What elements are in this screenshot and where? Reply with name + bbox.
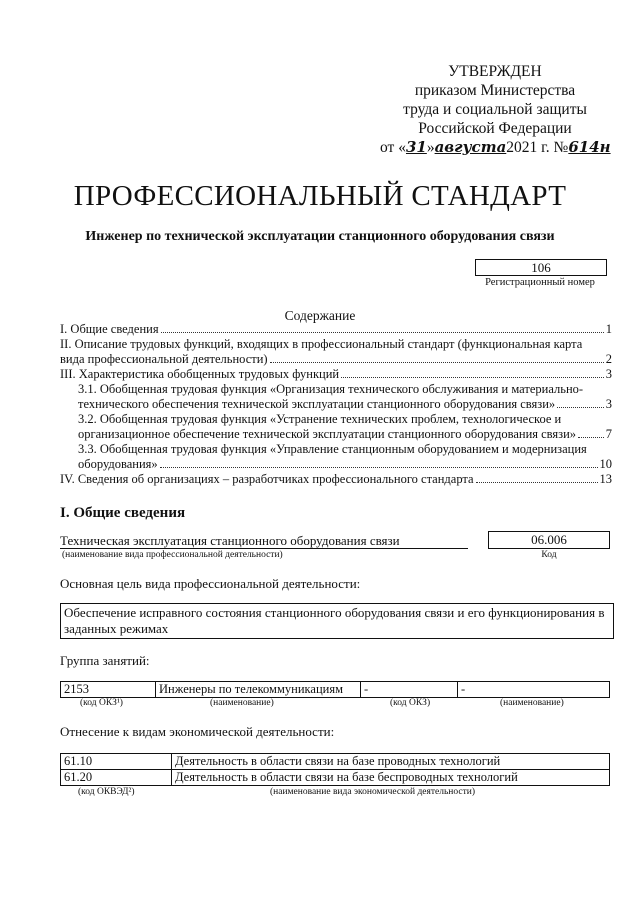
caption-okz-code: (код ОКЗ¹): [80, 698, 123, 708]
goal-box: Обеспечение исправного состояния станционного оборудования связи и его функционирования в заданных режимах: [60, 603, 614, 639]
okved-code-cell: 61.10: [61, 754, 172, 770]
okz-name-cell: Инженеры по телекоммуникациям: [156, 682, 361, 698]
toc-item[interactable]: 3.2. Обобщенная трудовая функция «Устранение технических проблем, технологическое и организационное обеспечение технической эксплуатации станционного оборудования связи» 7: [78, 412, 612, 441]
caption-name: (наименование): [210, 698, 274, 708]
econ-activity-table: [60, 753, 610, 786]
handwritten-month: августа: [434, 138, 507, 156]
activity-code-box: 06.006: [488, 531, 610, 549]
caption-okved-name: (наименование вида экономической деятельности): [270, 787, 475, 797]
group-label: Группа занятий:: [60, 653, 150, 668]
approval-date-line: от «31»августа2021 г. №614н: [380, 138, 611, 156]
okz-code-cell: 2153: [61, 682, 156, 698]
okz-code-cell: -: [361, 682, 458, 698]
table-row: [61, 754, 610, 770]
occupation-group-table: [60, 681, 610, 698]
approval-title: УТВЕРЖДЕН: [448, 63, 542, 80]
toc-item[interactable]: III. Характеристика обобщенных трудовых функций 3: [60, 367, 612, 381]
okz-name-cell: -: [458, 682, 610, 698]
registration-caption: Регистрационный номер: [485, 277, 595, 288]
okved-code-cell: 61.20: [61, 770, 172, 786]
table-row: [61, 770, 610, 786]
document-title: ПРОФЕССИОНАЛЬНЫЙ СТАНДАРТ: [73, 180, 567, 212]
activity-name: Техническая эксплуатация станционного оборудования связи: [60, 533, 468, 549]
approval-block: [380, 62, 610, 157]
econ-label: Отнесение к видам экономической деятельности:: [60, 724, 335, 739]
caption-name: (наименование): [500, 698, 564, 708]
okved-name-cell: Деятельность в области связи на базе беспроводных технологий: [172, 770, 610, 786]
toc-heading: Содержание: [284, 308, 356, 323]
toc-item[interactable]: 3.3. Обобщенная трудовая функция «Управление станционным оборудованием и модернизация оборудования» 10: [78, 442, 612, 471]
okved-name-cell: Деятельность в области связи на базе проводных технологий: [172, 754, 610, 770]
toc-item[interactable]: II. Описание трудовых функций, входящих в профессиональный стандарт (функциональная карта вида профессиональной деятельности) 2: [60, 337, 612, 366]
table-row: [61, 682, 610, 698]
toc-item[interactable]: I. Общие сведения 1: [60, 322, 612, 336]
activity-caption: (наименование вида профессиональной деятельности): [62, 550, 283, 560]
document-subtitle: Инженер по технической эксплуатации станционного оборудования связи: [85, 229, 555, 244]
caption-okz-code: (код ОКЗ): [390, 698, 431, 708]
handwritten-number: 614н: [568, 138, 611, 156]
registration-number-box: 106: [475, 259, 607, 276]
table-of-contents: [60, 322, 612, 487]
section-heading: I. Общие сведения: [60, 505, 186, 521]
handwritten-day: 31: [405, 138, 427, 156]
code-caption: Код: [541, 550, 557, 560]
approval-country: Российской Федерации: [418, 120, 572, 137]
caption-okved-code: (код ОКВЭД²): [78, 787, 135, 797]
goal-label: Основная цель вида профессиональной деятельности:: [60, 576, 361, 591]
toc-item[interactable]: IV. Сведения об организациях – разработчиках профессионального стандарта 13: [60, 472, 612, 486]
approval-order: приказом Министерства: [414, 82, 576, 99]
toc-item[interactable]: 3.1. Обобщенная трудовая функция «Организация технического обслуживания и материально- технического обеспечения технической эксплуатации станционного оборудования связи» 3: [78, 382, 612, 411]
approval-ministry: труда и социальной защиты: [403, 101, 587, 118]
